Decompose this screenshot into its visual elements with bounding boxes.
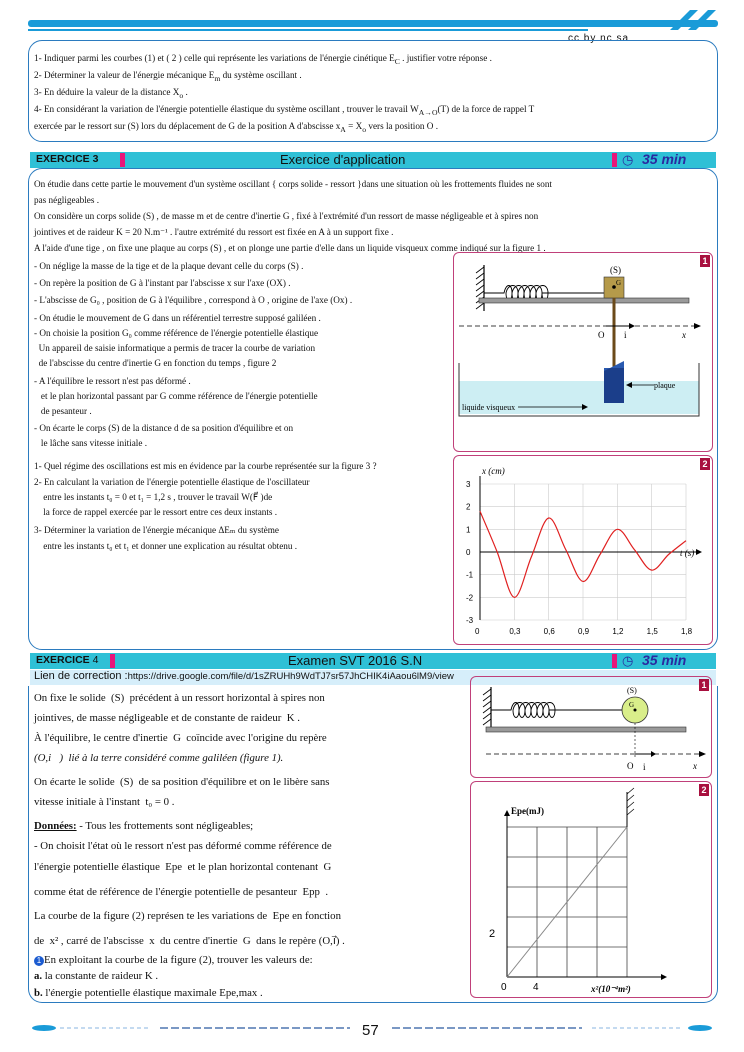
energy-ytick: 2 [489,928,496,940]
ex3-bullet: - On écarte le corps (S) de la distance d de sa position d'équilibre et on [34,423,294,433]
label-plaque: plaque [654,381,676,390]
y-tick-label: -1 [466,570,474,580]
correction-link[interactable]: https://drive.google.com/file/d/1sZRUHh9WdTJ7sr57JhCHIK4iAaou6lM9/view [127,671,454,682]
spring-diagram [471,677,711,777]
ex4-donnees: Données: - Tous les frottements sont négligeables; [34,820,254,832]
label-i: i [643,762,646,772]
ex3-bullet: Un appareil de saisie informatique a permis de tracer la courbe de variation [34,343,316,353]
pink-marker [110,654,115,668]
ex3-intro: On étudie dans cette partie le mouvement d'un système oscillant { corps solide - ressort }dans une situation où les frottements fluides ne sont [34,179,552,189]
pink-marker [120,153,125,167]
x-axis-arrow [696,549,702,555]
cc-license-icon: cc by nc sa [568,33,630,44]
ex3-intro: pas négligeables . [34,195,100,205]
footer-right-line [392,1022,716,1034]
ex3-question: entre les instants t₀ et t₁ et donner une explication au résultat obtenu . [34,541,298,551]
clock-icon: ◷ [622,152,634,167]
x-tick-label: 0,9 [578,627,590,636]
ex4-text: vitesse initiale à l'instant t₀ = 0 . [34,796,175,808]
ex3-bullet: - On repère la position de G à l'instant par l'abscisse x sur l'axe (OX) . [34,278,291,288]
x-tick-label: 0,6 [543,627,555,636]
exercice4-bar [30,653,716,669]
exercice3-label: EXERCICE 3 [36,153,99,165]
y-tick-label: 1 [466,525,471,535]
label-o: O [598,330,605,340]
label-x: x [693,761,697,771]
y-axis-label: x (cm) [482,466,505,476]
x-tick-label: 1,5 [646,627,658,636]
label-o: O [627,761,634,771]
header-bar-thin [28,29,588,31]
ex3-question: entre les instants t₀ = 0 et t₁ = 1,2 s , trouver le travail W(F⃗ )de [34,492,273,502]
ex4-figure1 [470,676,712,778]
energy-ylabel: Epe(mJ) [511,806,544,816]
label-g: G [629,701,635,709]
ex3-bullet: et le plan horizontal passant par G comme référence de l'énergie potentielle [34,391,318,401]
spring-plate-diagram [454,253,712,451]
ex4-question-b: b. l'énergie potentielle élastique maximale Epe,max . [34,987,263,999]
label-i: i [624,330,627,340]
correction-link-label: Lien de correction : [34,670,128,682]
exercice4-timer: 35 min [642,652,687,668]
ex4-text: comme état de référence de l'énergie potentielle de pesanteur Epp . [34,886,329,898]
exercice4-label: EXERCICE 4 [36,654,99,666]
ex3-bullet: - L'abscisse de G₀ , position de G à l'équilibre , correspond à O , origine de l'axe (Ox) . [34,295,353,305]
clock-icon: ◷ [622,653,634,668]
x-tick-label: 1,2 [612,627,624,636]
ex3-figure1 [453,252,713,452]
ex3-bullet: le lâche sans vitesse initiale . [34,438,148,448]
question-4-cont: exercée par le ressort sur (S) lors du déplacement de G de la position A d'abscisse $x_A = X_o$ vers la position O . [34,121,439,134]
ex3-question: la force de rappel exercée par le ressort entre ces deux instants . [34,507,278,517]
pink-marker [612,654,617,668]
figure-badge: 1 [700,255,710,267]
ex4-question: 1 En exploitant la courbe de la figure (2), trouver les valeurs de: [34,952,313,969]
ex3-intro: A l'aide d'une tige , on fixe une plaque au corps (S) , et on plonge une partie d'elle dans un liquide visqueux comme indiqué sur la figure 1 . [34,243,546,253]
ex4-text: - On choisit l'état où le ressort n'est pas déformé comme référence de [34,840,332,852]
energy-xtick: 4 [533,982,539,993]
ex4-text: jointives, de masse négligeable et de constante de raideur K . [34,712,300,724]
ex4-text: La courbe de la figure (2) représen te les variations de Epe en fonction [34,910,341,922]
question-3: 3- En déduire la valeur de la distance $X_o$ . [34,87,188,100]
label-liquide: liquide visqueux [462,403,516,412]
label-x: x [682,330,686,340]
figure-badge: 1 [699,679,709,691]
x-tick-label: 0,3 [509,627,521,636]
ex3-bullet: de l'abscisse du centre d'inertie G en fonction du temps , figure 2 [34,358,277,368]
question-4: 4- En considérant la variation de l'énergie potentielle élastique du système oscillant , trouver le travail $W_{A\to O}(T)$ de la force de rappel T [34,104,535,117]
energy-chart [471,782,711,997]
page-number: 57 [362,1022,379,1039]
header-slashes-icon [660,6,720,32]
ex3-bullet: - On choisie la position G₀ comme référence de l'énergie potentielle élastique [34,328,319,338]
ex3-question: 3- Déterminer la variation de l'énergie mécanique ΔEₘ du système [34,525,279,535]
ex4-text: de x² , carré de l'abscisse x du centre d'inertie G dans le repère (O,i⃗) . [34,935,345,947]
header-bar [28,20,718,27]
exercice3-timer: 35 min [642,151,687,167]
energy-xtick: 0 [501,982,507,993]
y-tick-label: 0 [466,548,471,557]
ex3-bullet: de pesanteur . [34,406,92,416]
figure-badge: 2 [700,458,710,470]
question-1: 1- Indiquer parmi les courbes (1) et ( 2 ) celle qui représente les variations de l'énergie cinétique $E_C$ . justifier votre réponse . [34,53,492,66]
x-axis-label: t (s) [680,548,695,558]
ex4-text: À l'équilibre, le centre d'inertie G coïncide avec l'origine du repère [34,732,327,744]
y-tick-label: -2 [466,593,474,603]
y-tick-label: -3 [466,616,474,625]
exercice4-title: Examen SVT 2016 S.N [288,653,423,668]
exercice3-title: Exercice d'application [280,152,406,167]
label-g: G [616,279,622,287]
ex3-bullet: - On étudie le mouvement de G dans un référentiel terrestre supposé galiléen . [34,313,321,323]
question-2: 2- Déterminer la valeur de l'énergie mécanique $E_m$ du système oscillant . [34,70,302,83]
ex3-question: 1- Quel régime des oscillations est mis en évidence par la courbe représentée sur la figure 3 ? [34,461,377,471]
x-tick-label: 1,8 [681,627,693,636]
ex4-text: On fixe le solide (S) précédent à un ressort horizontal à spires non [34,692,325,704]
x-tick-label: 0 [475,627,480,636]
y-tick-label: 3 [466,480,471,489]
figure-badge: 2 [699,784,709,796]
ex3-bullet: - On néglige la masse de la tige et de la plaque devant celle du corps (S) . [34,261,304,271]
y-tick-label: 2 [466,502,471,512]
ex4-text: (O,i⃗) lié à la terre considéré comme galiléen (figure 1). [34,752,284,764]
ex3-intro: On considère un corps solide (S) , de masse m et de centre d'inertie G , fixé à l'extrémité d'un ressort de masse négligeable et à spires non [34,211,539,221]
label-s: (S) [610,265,621,275]
ex4-question-a: a. la constante de raideur K . [34,970,159,982]
ex3-intro: jointives et de raideur K = 20 N.m⁻¹ . l'autre extrémité du ressort est fixée en A à un support fixe . [34,227,394,237]
ex3-question: 2- En calculant la variation de l'énergie potentielle élastique de l'oscillateur [34,477,310,487]
footer-left-line [30,1022,350,1034]
pink-marker [612,153,617,167]
energy-xlabel: x²(10⁻⁴m²) [591,984,631,994]
ex4-text: l'énergie potentielle élastique Epe et le plan horizontal contenant G [34,861,332,873]
oscillation-chart [454,456,712,644]
ex4-figure2 [470,781,712,998]
ex4-text: On écarte le solide (S) de sa position d'équilibre et on le libère sans [34,776,330,788]
question-number-icon: 1 [34,956,44,966]
exercice3-bar [30,152,716,168]
label-s: (S) [627,686,637,695]
ex3-figure2 [453,455,713,645]
ex3-bullet: - A l'équilibre le ressort n'est pas déformé . [34,376,191,386]
